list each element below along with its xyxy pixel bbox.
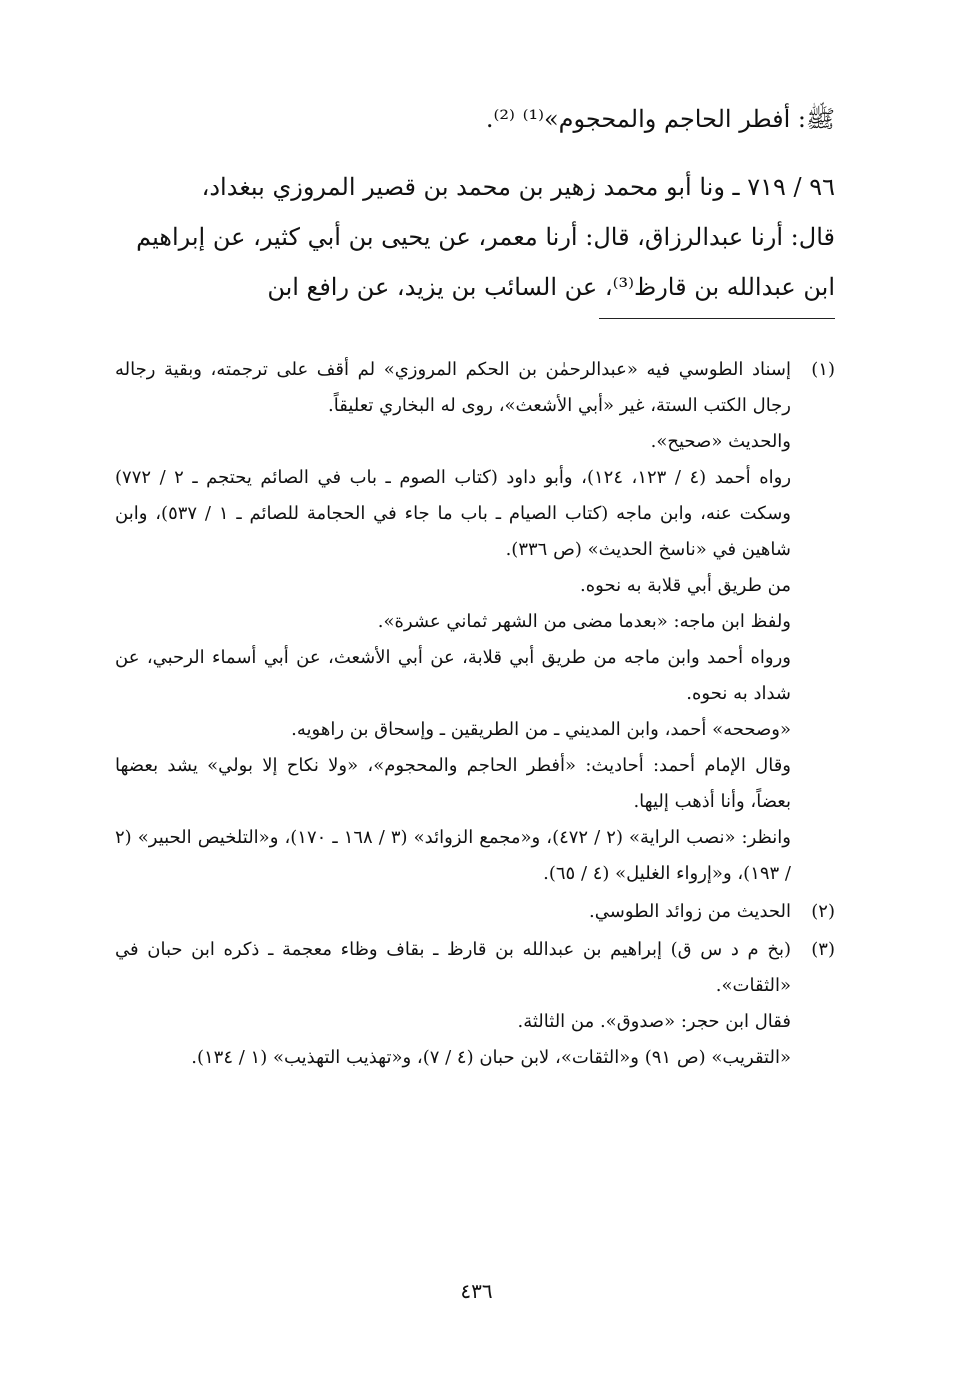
footnote-paragraph: وانظر: «نصب الراية» (٢ / ٤٧٢)، و«مجمع الزوائد» (٣ / ١٦٨ ـ ١٧٠)، و«التلخيص الحبير» (٢ / ١٩٣)، و«إرواء الغليل» (٤ / ٦٥).: [115, 827, 791, 884]
main-text: [115, 96, 835, 312]
footnote-separator: [599, 318, 835, 319]
footnote-paragraph: الحديث من زوائد الطوسي.: [589, 901, 791, 922]
footnote-paragraph: ولفظ ابن ماجه: «بعدما مضى من الشهر ثماني عشرة».: [377, 611, 791, 632]
footnote-paragraph: (بخ م د س ق) إبراهيم بن عبدالله بن قارظ ـ بقاف وظاء معجمة ـ ذكره ابن حبان في «الثقات».: [115, 939, 791, 996]
footnote-number: (٣): [811, 939, 835, 960]
main-line: ٩٦ / ٧١٩ ـ ونا أبو محمد زهير بن محمد بن قصير المروزي ببغداد،: [201, 173, 835, 201]
footnote-paragraph: والحديث «صحيح».: [650, 431, 791, 452]
footnote-paragraph: إسناد الطوسي فيه «عبدالرحمٰن بن الحكم المروزي» لم أقف على ترجمته، وبقية رجاله رجال الكتب الستة، غير «أبي الأشعث»، روى له البخاري تعليقاً.: [115, 359, 791, 416]
main-line: قال: أرنا عبدالرزاق، قال: أرنا معمر، عن يحيى بن أبي كثير، عن إبراهيم: [136, 223, 835, 251]
page-number: ٤٣٦: [460, 1279, 493, 1303]
footnote-paragraph: فقال ابن حجر: «صدوق». من الثالثة.: [517, 1011, 791, 1032]
footnote-paragraph: ورواه أحمد وابن ماجه من طريق أبي قلابة، عن أبي الأشعث، عن أبي أسماء الرحبي، عن شداد به نحوه.: [115, 647, 791, 704]
main-line: ابن عبدالله بن قارظ⁽³⁾، عن السائب بن يزيد، عن رافع ابن: [267, 273, 835, 301]
footnote-paragraph: رواه أحمد (٤ / ١٢٣، ١٢٤)، وأبو داود (كتاب الصوم ـ باب في الصائم يحتجم ـ ٢ / ٧٧٢) وسكت عنه، وابن ماجه (كتاب الصيام ـ باب ما جاء في الحجامة للصائم ـ ١ / ٥٣٧)، وابن شاهين في «ناسخ الحديث» (ص ٣٣٦).: [115, 467, 792, 560]
footnote-paragraph: وقال الإمام أحمد: أحاديث: «أفطر الحاجم والمحجوم»، «ولا نكاح إلا بولي» يشد بعضها بعضاً، وأنا أذهب إليها.: [115, 755, 791, 812]
footnote-3: [115, 932, 835, 1076]
footnote-paragraph: «التقريب» (ص ٩١) و«الثقات»، لابن حبان (٤ / ٧)، و«تهذيب التهذيب» (١ / ١٣٤).: [191, 1047, 791, 1068]
footnote-2: [115, 894, 835, 930]
footnotes: [115, 352, 835, 1076]
footnote-1: [115, 352, 835, 892]
footnote-number: (٢): [811, 901, 835, 922]
main-line: ﷺ: أفطر الحاجم والمحجوم»⁽¹⁾ ⁽²⁾.: [485, 105, 835, 133]
footnote-paragraph: «وصححه» أحمد، وابن المديني ـ من الطريقين ـ وإسحاق بن راهويه.: [291, 719, 791, 740]
footnote-paragraph: من طريق أبي قلابة به نحوه.: [580, 575, 791, 596]
footnote-number: (١): [811, 359, 835, 380]
